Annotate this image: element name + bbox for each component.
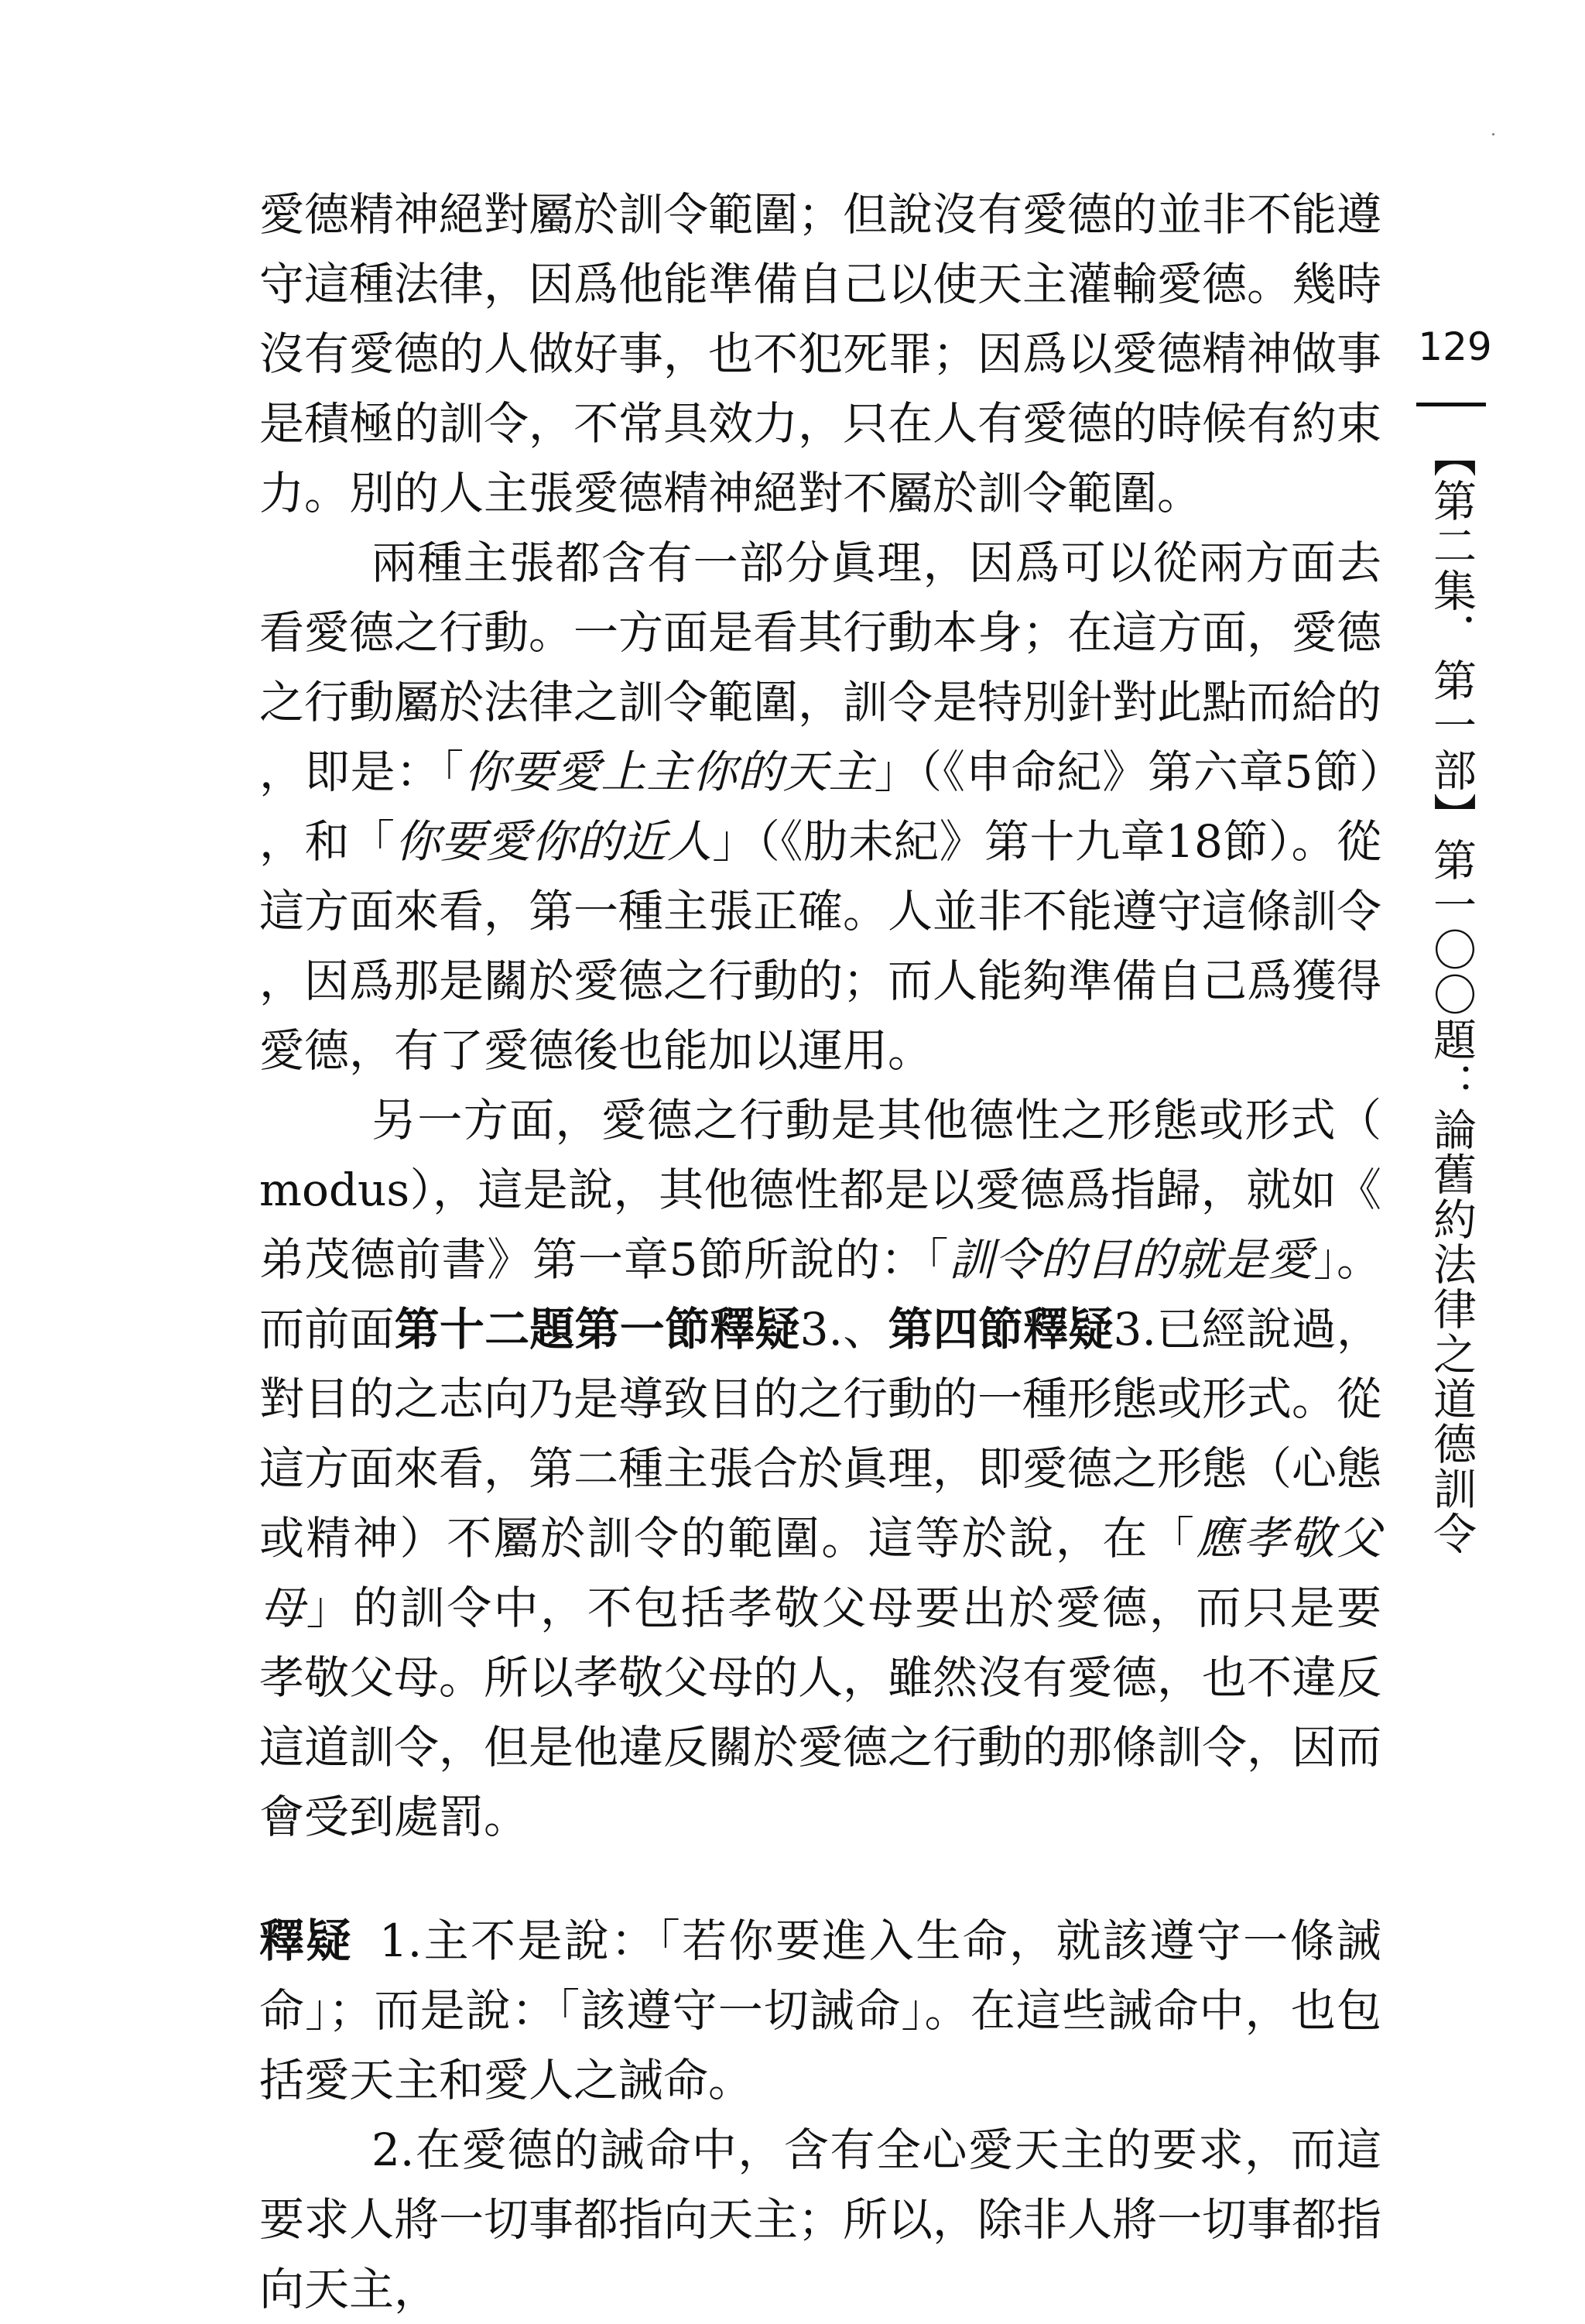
paragraph-3-text-d: 3.已經說過，對目的之志向乃是導致目的之行動的一種形態或形式。從這方面來看，第二種主張合於眞理，即愛德之形態（心態或精神）不屬於訓令的範圍。這等於說，在「 (259, 1303, 1382, 1565)
paragraph-3 (259, 1085, 1381, 1852)
reply-2-text: 2.在愛德的誡命中，含有全心愛天主的要求，而這要求人將一切事都指向天主；所以，除非人將一切事都指向天主， (259, 2123, 1382, 2315)
paragraph-1 (259, 180, 1381, 528)
paragraph-2-text-a: 兩種主張都含有一部分眞理，因爲可以從兩方面去看愛德之行動。一方面是看其行動本身；在這方面，愛德之行動屬於法律之訓令範圍，訓令是特別針對此點而給的，即是：「 (259, 536, 1382, 798)
paragraph-3-text-a: 另一方面，愛德之行動是其他德性之形態或形式（modus），這是說，其他德性都是以愛德爲指歸，就如《弟茂德前書》第一章5節所說的：「 (259, 1094, 1381, 1286)
reply-1 (259, 1906, 1381, 2115)
cross-reference-2: 第四節釋疑 (888, 1303, 1114, 1356)
quote-commandment-end: 訓令的目的就是愛 (949, 1233, 1314, 1286)
paragraph-1-text: 愛德精神絕對屬於訓令範圍；但說沒有愛德的並非不能遵守這種法律，因爲他能準備自己以使天主灌輸愛德。幾時沒有愛德的人做好事，也不犯死罪；因爲以愛德精神做事是積極的訓令，不常具效力，只在人有愛德的時候有約束力。別的人主張愛德精神絕對不屬於訓令範圍。 (259, 188, 1382, 519)
body-text (259, 180, 1381, 2324)
cross-reference-1: 第十二題第一節釋疑 (394, 1303, 800, 1356)
reply-2 (259, 2115, 1381, 2324)
quote-love-god: 你要愛上主你的天主 (464, 746, 875, 798)
reply-1-text: 1.主不是說：「若你要進入生命，就該遵守一條誡命」；而是說：「該遵守一切誡命」。在這些誡命中，也包括愛天主和愛人之誡命。 (259, 1914, 1381, 2106)
quote-love-neighbor: 你要愛你的近人 (395, 815, 713, 868)
paragraph-3-text-e: 」的訓令中，不包括孝敬父母要出於愛德，而只是要孝敬父母。所以孝敬父母的人，雖然沒有愛德，也不違反這道訓令，但是他違反關於愛德之行動的那條訓令，因而會受到處罰。 (259, 1582, 1382, 1843)
quote-honor-parents: 應孝敬父母 (259, 1512, 1381, 1634)
reply-label: 釋疑 (259, 1914, 353, 1967)
page-number: 129 (1418, 324, 1492, 369)
paragraph-3-text-c: 3.、 (799, 1303, 888, 1356)
paragraph-2 (259, 528, 1381, 1085)
section-gap (259, 1852, 1381, 1906)
paragraph-2-text-c: 」（《肋未紀》第十九章18節）。從這方面來看，第一種主張正確。人並非不能遵守這條訓令，因爲那是關於愛德之行動的；而人能夠準備自己爲獲得愛德，有了愛德後也能加以運用。 (259, 815, 1382, 1077)
paragraph-2-text-b: 」（《申命紀》第六章5節），和「 (259, 746, 1381, 868)
page-number-rule (1416, 403, 1486, 406)
running-head: 【第二集．第一部】第一〇〇題：論舊約法律之道德訓令 (1426, 434, 1477, 1556)
paragraph-3-text-b: 」。而前面 (259, 1233, 1381, 1356)
scan-speck (1492, 133, 1494, 135)
